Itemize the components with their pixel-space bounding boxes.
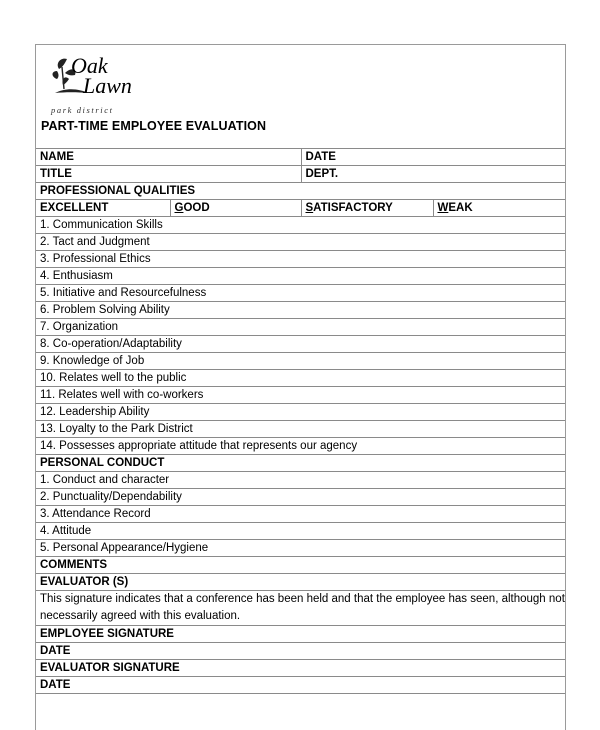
name-field[interactable]: NAME <box>36 149 301 166</box>
evaluation-table <box>36 148 565 694</box>
evaluators-field[interactable]: EVALUATOR (S) <box>36 574 565 591</box>
table-row <box>36 370 565 387</box>
list-item[interactable]: 8. Co-operation/Adaptability <box>36 336 565 353</box>
dept-field[interactable]: DEPT. <box>301 166 565 183</box>
evaluator-signature-field[interactable]: EVALUATOR SIGNATURE <box>36 660 565 677</box>
table-row <box>36 183 565 200</box>
list-item[interactable]: 2. Punctuality/Dependability <box>36 489 565 506</box>
table-row <box>36 574 565 591</box>
list-item[interactable]: 4. Enthusiasm <box>36 268 565 285</box>
personal-heading: PERSONAL CONDUCT <box>36 455 565 472</box>
list-item[interactable]: 12. Leadership Ability <box>36 404 565 421</box>
table-row <box>36 455 565 472</box>
rating-excellent: EXCELLENT <box>36 200 170 217</box>
date-field[interactable]: DATE <box>301 149 565 166</box>
table-row <box>36 643 565 660</box>
table-row <box>36 353 565 370</box>
evaluator-date-field[interactable]: DATE <box>36 677 565 694</box>
table-row <box>36 251 565 268</box>
list-item[interactable]: 5. Personal Appearance/Hygiene <box>36 540 565 557</box>
list-item[interactable]: 14. Possesses appropriate attitude that represents our agency <box>36 438 565 455</box>
list-item[interactable]: 13. Loyalty to the Park District <box>36 421 565 438</box>
table-row <box>36 234 565 251</box>
table-row <box>36 540 565 557</box>
table-row <box>36 472 565 489</box>
list-item[interactable]: 6. Problem Solving Ability <box>36 302 565 319</box>
table-row <box>36 421 565 438</box>
evaluation-form <box>35 44 566 730</box>
list-item[interactable]: 1. Communication Skills <box>36 217 565 234</box>
professional-heading: PROFESSIONAL QUALITIES <box>36 183 565 200</box>
table-row <box>36 506 565 523</box>
list-item[interactable]: 2. Tact and Judgment <box>36 234 565 251</box>
signature-note: This signature indicates that a conference has been held and that the employee has seen, although not necessarily agreed with this evaluation. <box>36 591 565 626</box>
rating-good: GOOD <box>170 200 301 217</box>
table-row <box>36 591 565 626</box>
list-item[interactable]: 9. Knowledge of Job <box>36 353 565 370</box>
table-row <box>36 200 565 217</box>
table-row <box>36 285 565 302</box>
logo-lawn: Lawn <box>83 73 132 98</box>
list-item[interactable]: 7. Organization <box>36 319 565 336</box>
title-field[interactable]: TITLE <box>36 166 301 183</box>
employee-signature-field[interactable]: EMPLOYEE SIGNATURE <box>36 626 565 643</box>
table-row <box>36 489 565 506</box>
list-item[interactable]: 10. Relates well to the public <box>36 370 565 387</box>
table-row <box>36 404 565 421</box>
table-row <box>36 557 565 574</box>
table-row <box>36 217 565 234</box>
rating-satisfactory: SATISFACTORY <box>301 200 433 217</box>
list-item[interactable]: 11. Relates well with co-workers <box>36 387 565 404</box>
table-row <box>36 166 565 183</box>
employee-date-field[interactable]: DATE <box>36 643 565 660</box>
table-row <box>36 336 565 353</box>
table-row <box>36 626 565 643</box>
table-row <box>36 319 565 336</box>
list-item[interactable]: 4. Attitude <box>36 523 565 540</box>
oak-lawn-logo <box>45 49 165 117</box>
logo-tagline: park district <box>51 105 114 115</box>
logo-oak: Oak <box>71 53 108 78</box>
table-row <box>36 660 565 677</box>
table-row <box>36 438 565 455</box>
comments-field[interactable]: COMMENTS <box>36 557 565 574</box>
table-row <box>36 387 565 404</box>
table-row <box>36 149 565 166</box>
table-row <box>36 302 565 319</box>
table-row <box>36 268 565 285</box>
list-item[interactable]: 5. Initiative and Resourcefulness <box>36 285 565 302</box>
list-item[interactable]: 3. Attendance Record <box>36 506 565 523</box>
page-title: PART-TIME EMPLOYEE EVALUATION <box>41 119 267 133</box>
rating-weak: WEAK <box>433 200 565 217</box>
table-row <box>36 677 565 694</box>
table-row <box>36 523 565 540</box>
list-item[interactable]: 1. Conduct and character <box>36 472 565 489</box>
list-item[interactable]: 3. Professional Ethics <box>36 251 565 268</box>
